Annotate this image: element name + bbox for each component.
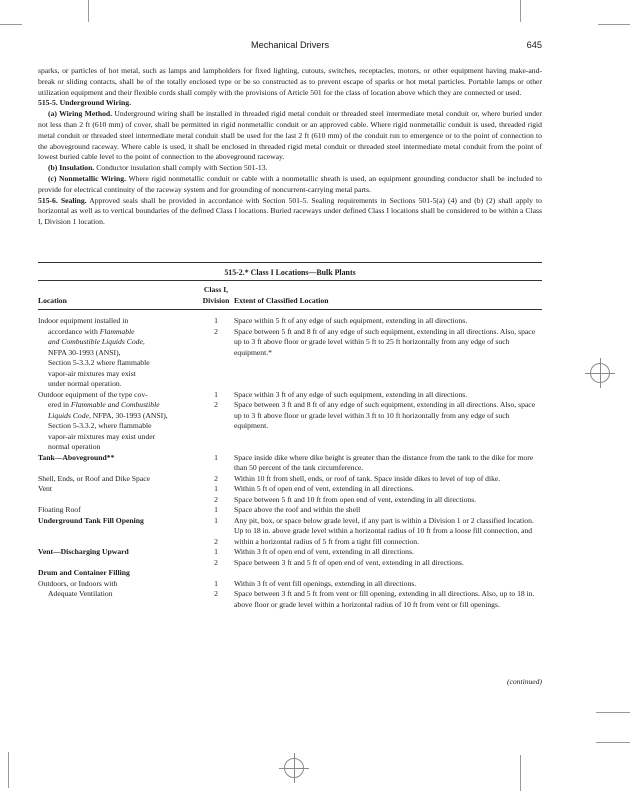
crop-mark [88,0,89,22]
table-body [38,316,542,610]
table-header-rule [38,309,542,310]
table-row: Drum and Container Filling [38,568,130,577]
section-label: 515-6. Sealing. [38,195,87,205]
crop-mark [598,24,630,25]
table-title: 515-2.* Class I Locations—Bulk Plants [224,268,356,277]
header-extent: Extent of Classified Location [234,296,329,305]
subsection-label: (b) Insulation. [48,163,95,173]
paragraph-nonmetallic-wiring: (c) Nonmetallic Wiring. Where rigid nonmetallic conduit or cable with a nonmetallic sheath is used, an equipment grounding conductor shall be included to provide for electrical continuity of the raceway system and for grounding of noncurrent-carrying metal parts. [38,173,543,194]
section-heading-515-5: 515-5. Underground Wiring. [38,98,131,108]
crop-mark [520,755,521,791]
running-header [38,40,542,54]
paragraph-insulation: (b) Insulation. Conductor insulation shall comply with Section 501-13. [48,163,268,173]
continued-note: (continued) [506,677,542,686]
table-row: Tank—Aboveground** 1 Space inside dike where dike height is greater than the distance from the tank to the dike for more than 50 percent of the tank circumference. [38,452,534,472]
paragraph: sparks, or particles of hot metal, such as lamps and lampholders for fixed lighting, cutouts, switches, receptacles, motors, or other equipment having make-and-break or sliding contacts, shall be of the totally enclosed type or be so constructed as to prevent escape of sparks or hot metal particles. Portable lamps or other utilization equipment and their flexible cords shall comply with the provisions of Article 501 for the class of location above which they are connected or used. [38,66,542,97]
header-class-line1: Class I, [203,285,229,294]
crop-mark [520,0,521,22]
paragraph-sealing: 515-6. Sealing. Approved seals shall be provided in accordance with Section 501-5. Sealing requirements in Sections 501-5(a) (4) and (b) (2) shall apply to horizontal as well as to vertical boundaries of the defined Class I locations. Buried raceways under defined Class I locations shall be considered to be within a Class I, Division 1 location. [38,195,542,227]
table-row: Indoor equipment installed in accordance with Flammable and Combustible Liquids Code, NFPA 30-1993 (ANSI), Section 5-3.3.2 where flammable vapor-air mixtures may exist under normal operation. 1 2 Space within 5 ft of any edge of such equipment, extending in all directions. Space between 5 ft and 8 ft of any edge of such equipment, extending in all directions. Also, space up to 3 ft above floor or grade level within 5 ft to 25 ft horizontally from any edge of such equipment.* [38,316,536,388]
subsection-label: (a) Wiring Method. [48,109,113,119]
registration-mark [284,758,304,778]
table-row: Floating Roof 1 Space above the roof and within the shell [38,505,361,514]
header-location: Location [38,296,67,305]
body-text [38,66,542,228]
crop-mark [596,712,630,713]
crop-mark [8,752,9,788]
table-row: Outdoor equipment of the type cov- ered in Flammable and Combustible Liquids Code, NFPA, 30-1993 (ANSI), Section 5-3.3.2, where flammable vapor-air mixtures may exist under normal operation 1 2 Space within 3 ft of any edge of such equipment, extending in all directions. Space between 3 ft and 8 ft of any edge of such equipment, extending in all directions. Also, space up to 3 ft above floor or grade level within 3 ft to 10 ft horizontally from any edge of such equipment. [38,389,536,451]
table-row: Underground Tank Fill Opening 1 2 Any pit, box, or space below grade level, if any part is within a Division 1 or 2 classified location. Up to 18 in. above grade level within a horizontal radius of 10 ft from a loose fill connection, and within a horizontal radius of 5 ft from a tight fill connection. [38,515,534,546]
table-row: Vent—Discharging Upward 1 2 Within 3 ft of open end of vent, extending in all directions. Space between 3 ft and 5 ft of open end of vent, extending in all directions. [38,547,464,567]
crop-mark [596,742,630,743]
registration-mark [590,363,610,383]
table-row: Shell, Ends, or Roof and Dike Space 2 Within 10 ft from shell, ends, or roof of tank. Space inside dikes to level of top of dike. [38,473,501,483]
paragraph-wiring-method: (a) Wiring Method. Underground wiring shall be installed in threaded rigid metal conduit or threaded steel intermediate metal conduit or, where buried under not less than 2 ft (610 mm) of cover, shall be permitted in rigid nonmetallic conduit or an approved cable. Where rigid nonmetallic conduit is used, threaded rigid metal conduit or threaded steel intermediate metal conduit shall be used for the last 2 ft (610 mm) of the conduit run to emergence or to the point of connection to the aboveground raceway. Where cable is used, it shall be enclosed in threaded rigid metal conduit or threaded steel intermediate metal conduit from the point of lowest buried cable level to the point of connection to the aboveground raceway. [38,109,542,162]
table-row: Vent 1 2 Within 5 ft of open end of vent, extending in all directions. Space between 5 ft and 10 ft from open end of vent, extending in all directions. [38,484,477,504]
table-title-rule [38,280,542,281]
page-number: 645 [526,40,542,50]
crop-mark [0,24,22,25]
header-class-line2: Division [202,296,230,305]
subsection-label: (c) Nonmetallic Wiring. [48,173,127,183]
table-row: Outdoors, or Indoors with Adequate Ventilation 1 2 Within 3 ft of vent fill openings, extending in all directions. Space between 3 ft and 5 ft from vent or fill opening, extending in all directions. Also, up to 18 in. above floor or grade level within a horizontal radius of 10 ft from vent or fill openings. [38,578,535,609]
header-title: Mechanical Drivers [250,40,330,50]
table-top-rule [38,262,542,263]
